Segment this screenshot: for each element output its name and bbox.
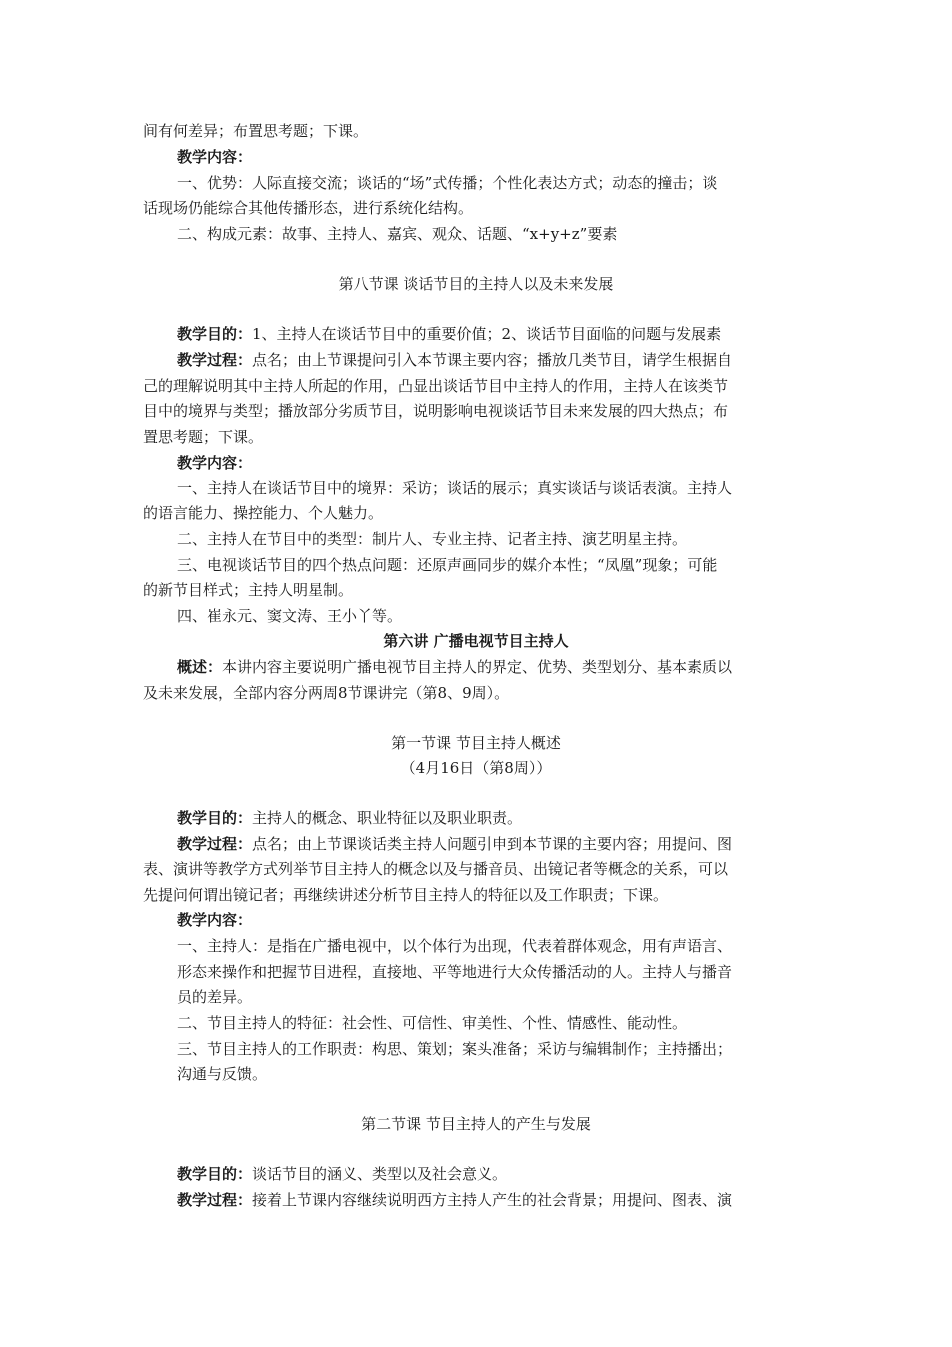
text-line: 先提问何谓出镜记者；再继续讲述分析节目主持人的特征以及工作职责；下课。 <box>143 886 669 904</box>
section-label-content: 教学内容： <box>177 148 253 166</box>
text-line: 员的差异。 <box>177 988 253 1006</box>
text-span: 点名；由上节课提问引入本节课主要内容；播放几类节目，请学生根据自 <box>252 351 733 369</box>
text-line: 四、崔永元、窦文涛、王小丫等。 <box>177 607 403 625</box>
text-span: 本讲内容主要说明广播电视节目主持人的界定、优势、类型划分、基本素质以 <box>222 658 733 676</box>
text-line <box>177 350 837 370</box>
text-line: 话现场仍能综合其他传播形态，进行系统化结构。 <box>143 199 474 217</box>
text-line <box>177 1164 837 1184</box>
text-span: 接着上节课内容继续说明西方主持人产生的社会背景；用提问、图表、演 <box>252 1191 733 1209</box>
text-line <box>177 324 837 344</box>
text-line: 沟通与反馈。 <box>177 1065 268 1083</box>
text-line: 及未来发展，全部内容分两周8节课讲完（第8、9周）。 <box>143 684 510 702</box>
label-overview: 概述： <box>177 658 223 676</box>
label-teaching-process: 教学过程： <box>177 351 253 369</box>
text-line: 一、优势：人际直接交流；谈话的“场”式传播；个性化表达方式；动态的撞击；谈 <box>177 174 718 192</box>
text-line <box>177 834 837 854</box>
text-line: 三、节目主持人的工作职责：构思、策划；案头准备；采访与编辑制作；主持播出； <box>177 1040 733 1058</box>
text-line <box>177 808 837 828</box>
text-line: 间有何差异；布置思考题；下课。 <box>143 122 369 140</box>
text-line <box>177 657 837 677</box>
label-teaching-goal: 教学目的： <box>177 325 253 343</box>
text-span: 主持人的概念、职业特征以及职业职责。 <box>252 809 523 827</box>
section-label-content: 教学内容： <box>177 911 253 929</box>
text-line: 二、节目主持人的特征：社会性、可信性、审美性、个性、情感性、能动性。 <box>177 1014 688 1032</box>
text-span: 1、主持人在谈话节目中的重要价值；2、谈话节目面临的问题与发展素 <box>252 325 722 343</box>
lesson-heading: 第二节课 节目主持人的产生与发展 <box>361 1115 591 1133</box>
text-line <box>177 1190 837 1210</box>
text-line: 一、主持人：是指在广播电视中，以个体行为出现，代表着群体观念，用有声语言、 <box>177 937 733 955</box>
text-line: 置思考题；下课。 <box>143 428 264 446</box>
lesson-heading: 第一节课 节目主持人概述 <box>391 734 561 752</box>
label-teaching-goal: 教学目的： <box>177 1165 253 1183</box>
lesson-date: （4月16日（第8周）） <box>400 759 552 777</box>
text-line: 的语言能力、操控能力、个人魅力。 <box>143 504 384 522</box>
text-line: 己的理解说明其中主持人所起的作用，凸显出谈话节目中主持人的作用，主持人在该类节 <box>143 377 729 395</box>
text-line: 二、构成元素：故事、主持人、嘉宾、观众、话题、“x+y+z”要素 <box>177 225 618 243</box>
text-line: 形态来操作和把握节目进程，直接地、平等地进行大众传播活动的人。主持人与播音 <box>177 963 733 981</box>
lecture-heading: 第六讲 广播电视节目主持人 <box>383 632 569 650</box>
text-line: 目中的境界与类型；播放部分劣质节目，说明影响电视谈话节目未来发展的四大热点；布 <box>143 402 729 420</box>
text-line: 的新节目样式；主持人明星制。 <box>143 581 354 599</box>
text-span: 谈话节目的涵义、类型以及社会意义。 <box>252 1165 508 1183</box>
label-teaching-process: 教学过程： <box>177 1191 253 1209</box>
text-span: 点名；由上节课谈话类主持人问题引申到本节课的主要内容；用提问、图 <box>252 835 733 853</box>
label-teaching-process: 教学过程： <box>177 835 253 853</box>
lesson-heading: 第八节课 谈话节目的主持人以及未来发展 <box>338 275 614 293</box>
text-line: 三、电视谈话节目的四个热点问题：还原声画同步的媒介本性；“凤凰”现象；可能 <box>177 556 718 574</box>
text-line: 表、演讲等教学方式列举节目主持人的概念以及与播音员、出镜记者等概念的关系，可以 <box>143 860 729 878</box>
text-line: 一、主持人在谈话节目中的境界：采访；谈话的展示；真实谈话与谈话表演。主持人 <box>177 479 733 497</box>
label-teaching-goal: 教学目的： <box>177 809 253 827</box>
text-line: 二、主持人在节目中的类型：制片人、专业主持、记者主持、演艺明星主持。 <box>177 530 688 548</box>
section-label-content: 教学内容： <box>177 454 253 472</box>
